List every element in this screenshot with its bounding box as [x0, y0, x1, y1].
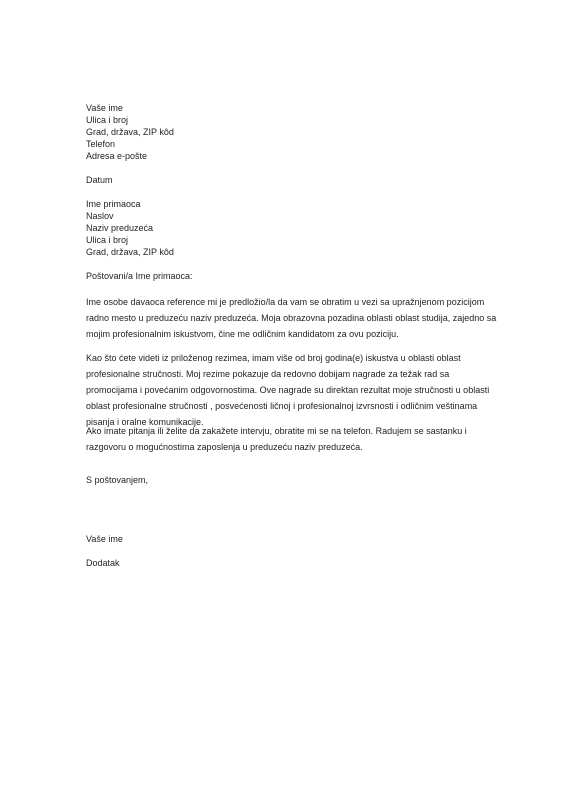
- paragraph-line: mojim profesionalnim iskustvom, čine me odličnim kandidatom za ovu poziciju.: [86, 329, 399, 339]
- body-paragraph-2: [86, 350, 490, 430]
- sender-city: Grad, država, ZIP kôd: [86, 127, 174, 137]
- paragraph-line: Kao što ćete videti iz priloženog rezimea, imam više od broj godina(e) iskustva u oblasti oblast: [86, 353, 461, 363]
- sender-email: Adresa e-pošte: [86, 151, 148, 161]
- sender-address-block: [86, 102, 486, 162]
- recipient-address-block: [86, 198, 486, 258]
- paragraph-line: Ako imate pitanja ili želite da zakažete intervju, obratite mi se na telefon. Radujem se sastanku i: [86, 426, 467, 436]
- date-block: [86, 174, 486, 186]
- letter-date: Datum: [86, 175, 113, 185]
- enclosure: [86, 557, 486, 569]
- signature: [86, 533, 486, 545]
- recipient-city: Grad, država, ZIP kôd: [86, 247, 174, 257]
- recipient-company: Naziv preduzeća: [86, 223, 154, 233]
- closing: [86, 474, 486, 486]
- paragraph-line: razgovoru o mogućnostima zaposlenja u preduzeću naziv preduzeća.: [86, 442, 363, 452]
- sender-phone: Telefon: [86, 139, 116, 149]
- recipient-title: Naslov: [86, 211, 114, 221]
- recipient-name: Ime primaoca: [86, 199, 141, 209]
- salutation: [86, 270, 486, 282]
- sender-street: Ulica i broj: [86, 115, 129, 125]
- closing-text: S poštovanjem,: [86, 475, 149, 485]
- signature-name: Vaše ime: [86, 534, 123, 544]
- paragraph-line: oblast profesionalne stručnosti , posvećenosti ličnoj i profesionalnoj izvrsnosti i odličnim veštinama: [86, 401, 478, 411]
- enclosure-text: Dodatak: [86, 558, 120, 568]
- body-paragraph-3: [86, 423, 486, 455]
- body-paragraph-1: [86, 294, 497, 342]
- salutation-text: Poštovani/a Ime primaoca:: [86, 271, 193, 281]
- paragraph-line: pisanja i oralne komunikacije.: [86, 417, 204, 427]
- paragraph-line: promocijama i povećanim odgovornostima. Ove nagrade su direktan rezultat moje stručnosti u oblasti: [86, 385, 490, 395]
- paragraph-line: profesionalne stručnosti. Moj rezime pokazuje da redovno dobijam nagrade za težak rad sa: [86, 369, 450, 379]
- sender-name: Vaše ime: [86, 103, 123, 113]
- recipient-street: Ulica i broj: [86, 235, 129, 245]
- paragraph-line: Ime osobe davaoca reference mi je predložio/la da vam se obratim u vezi sa upražnjenom pozicijom: [86, 297, 485, 307]
- paragraph-line: radno mesto u preduzeću naziv preduzeća. Moja obrazovna pozadina oblasti oblast studija, zajedno sa: [86, 313, 497, 323]
